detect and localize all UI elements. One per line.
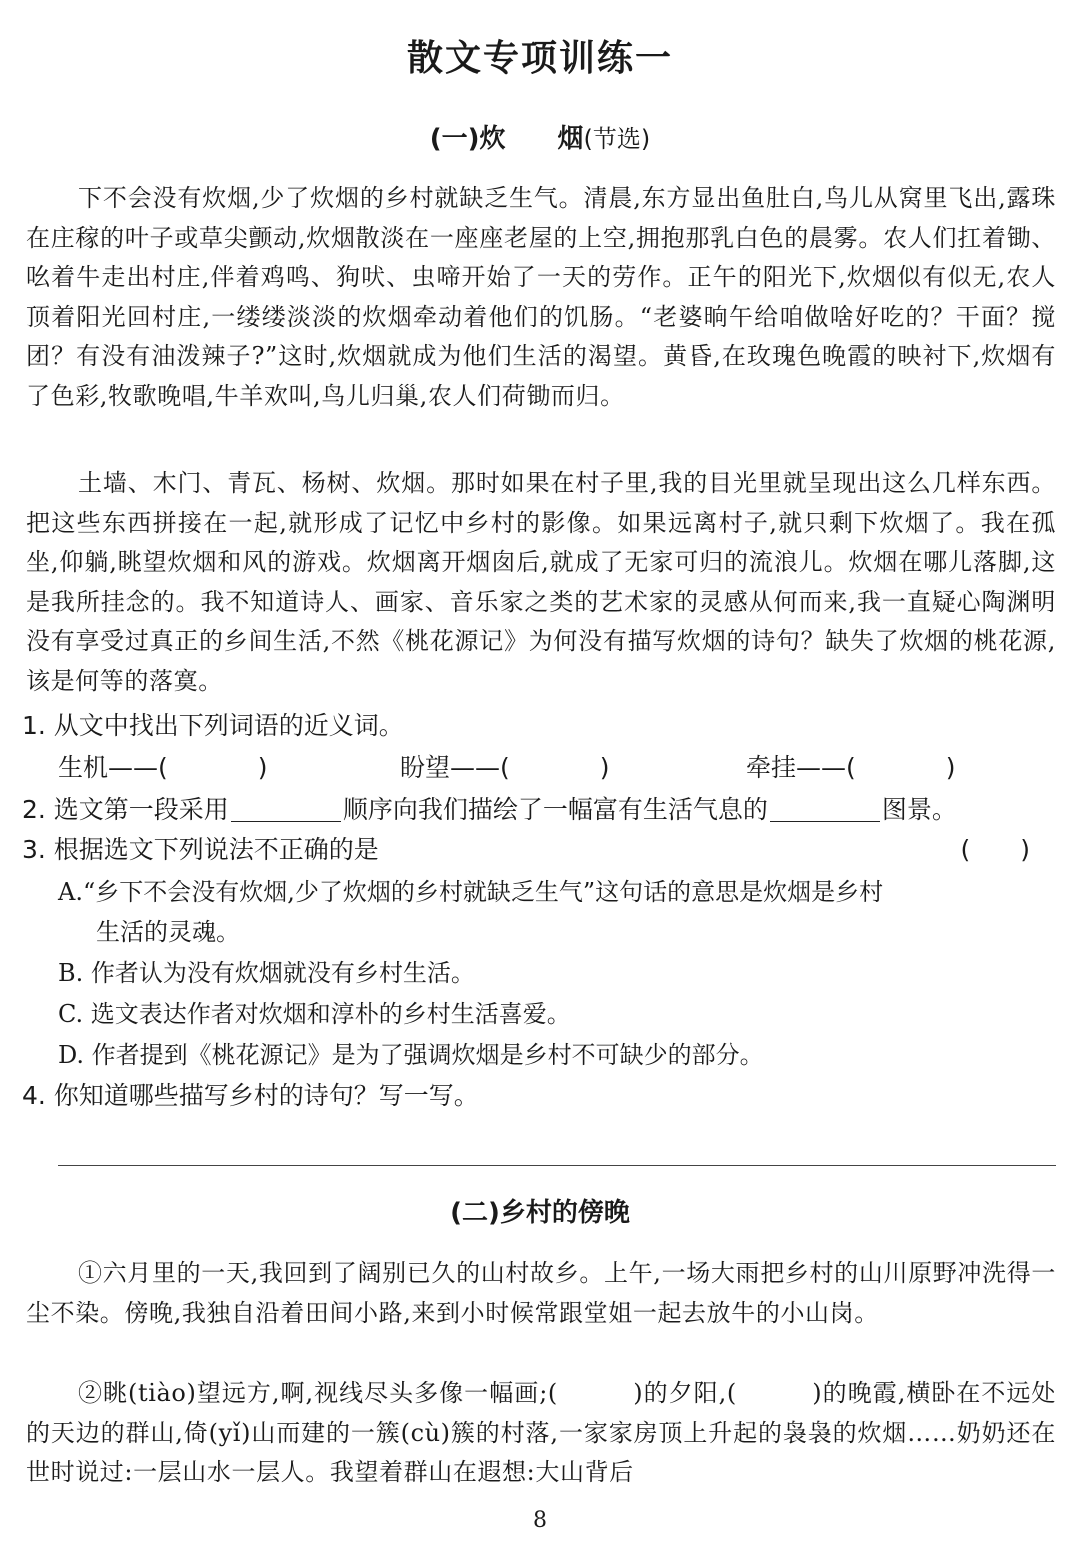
option-d: D. 作者提到《桃花源记》是为了强调炊烟是乡村不可缺少的部分。 <box>58 1041 764 1069</box>
question-2 <box>22 790 1058 830</box>
question-2-part2: 顺序向我们描绘了一幅富有生活气息的 <box>342 795 768 824</box>
question-3 <box>22 830 1058 870</box>
synonym-close-3: ) <box>945 753 956 782</box>
synonym-item-3 <box>746 748 956 788</box>
option-c: C. 选文表达作者对炊烟和淳朴的乡村生活喜爱。 <box>58 1000 571 1028</box>
question-3-answer-paren[interactable]: ( ) <box>960 835 1030 864</box>
option-a: A.“乡下不会没有炊烟,少了炊烟的乡村就缺乏生气”这句话的意思是炊烟是乡村 <box>58 878 884 906</box>
section2-paragraph-2: ②眺(tiào)望远方,啊,视线尽头多像一幅画;( )的夕阳,( )的晚霞,横卧在不远处的天边的群山,倚(yǐ)山而建的一簇(cù)簇的村落,一家家房顶上升起的袅袅的炊烟……奶奶还在世时说过:一层山水一层人。我望着群山在遐想:大山背后 <box>26 1379 1056 1486</box>
section1-paragraph-2: 土墙、木门、青瓦、杨树、炊烟。那时如果在村子里,我的目光里就呈现出这么几样东西。把这些东西拼接在一起,就形成了记忆中乡村的影像。如果远离村子,就只剩下炊烟了。我在孤坐,仰躺,眺望炊烟和风的游戏。炊烟离开烟囱后,就成了无家可归的流浪儿。炊烟在哪儿落脚,这是我所挂念的。我不知道诗人、画家、音乐家之类的艺术家的灵感从何而来,我一直疑心陶渊明没有享受过真正的乡间生活,不然《桃花源记》为何没有描写炊烟的诗句？缺失了炊烟的桃花源,该是何等的落寞。 <box>26 469 1056 695</box>
question-2-part3: 图景。 <box>881 795 957 824</box>
question-1: 1. 从文中找出下列词语的近义词。 <box>22 711 404 740</box>
question-2-part1: 2. 选文第一段采用 <box>22 795 229 824</box>
synonym-item-2 <box>400 748 610 788</box>
option-b: B. 作者认为没有炊烟就没有乡村生活。 <box>58 959 475 987</box>
question-3-text: 3. 根据选文下列说法不正确的是 <box>22 835 379 864</box>
section-divider <box>58 1165 1056 1166</box>
synonym-close-1: ) <box>257 753 268 782</box>
synonym-label-3: 牵挂——( <box>746 753 856 782</box>
answer-blank-order[interactable] <box>231 795 341 822</box>
section1-title-text: (一)炊 烟 <box>429 124 584 154</box>
question-4: 4. 你知道哪些描写乡村的诗句？写一写。 <box>22 1081 479 1110</box>
answer-blank-scene[interactable] <box>770 795 880 822</box>
section2-title: (二)乡村的傍晚 <box>450 1198 630 1228</box>
section1-paragraph-1: 下不会没有炊烟,少了炊烟的乡村就缺乏生气。清晨,东方显出鱼肚白,鸟儿从窝里飞出,露珠在庄稼的叶子或草尖颤动,炊烟散淡在一座座老屋的上空,拥抱那乳白色的晨雾。农人们扛着锄、吆着牛走出村庄,伴着鸡鸣、狗吠、虫啼开始了一天的劳作。正午的阳光下,炊烟似有似无,农人顶着阳光回村庄,一缕缕淡淡的炊烟牵动着他们的饥肠。“老婆晌午给咱做啥好吃的？干面？搅团？有没有油泼辣子?”这时,炊烟就成为他们生活的渴望。黄昏,在玫瑰色晚霞的映衬下,炊烟有了色彩,牧歌晚唱,牛羊欢叫,鸟儿归巢,农人们荷锄而归。 <box>26 184 1056 410</box>
page-title: 散文专项训练一 <box>406 38 673 79</box>
synonym-close-2: ) <box>599 753 610 782</box>
section1-title <box>0 118 1080 155</box>
synonym-label-1: 生机——( <box>58 753 168 782</box>
option-a-continued: 生活的灵魂。 <box>96 918 240 946</box>
section1-subtitle: (节选) <box>583 125 651 153</box>
synonym-label-2: 盼望——( <box>400 753 510 782</box>
synonym-item-1 <box>58 748 268 788</box>
section2-paragraph-1: ①六月里的一天,我回到了阔别已久的山村故乡。上午,一场大雨把乡村的山川原野冲洗得一尘不染。傍晚,我独自沿着田间小路,来到小时候常跟堂姐一起去放牛的小山岗。 <box>26 1259 1056 1327</box>
page-number: 8 <box>533 1508 547 1533</box>
